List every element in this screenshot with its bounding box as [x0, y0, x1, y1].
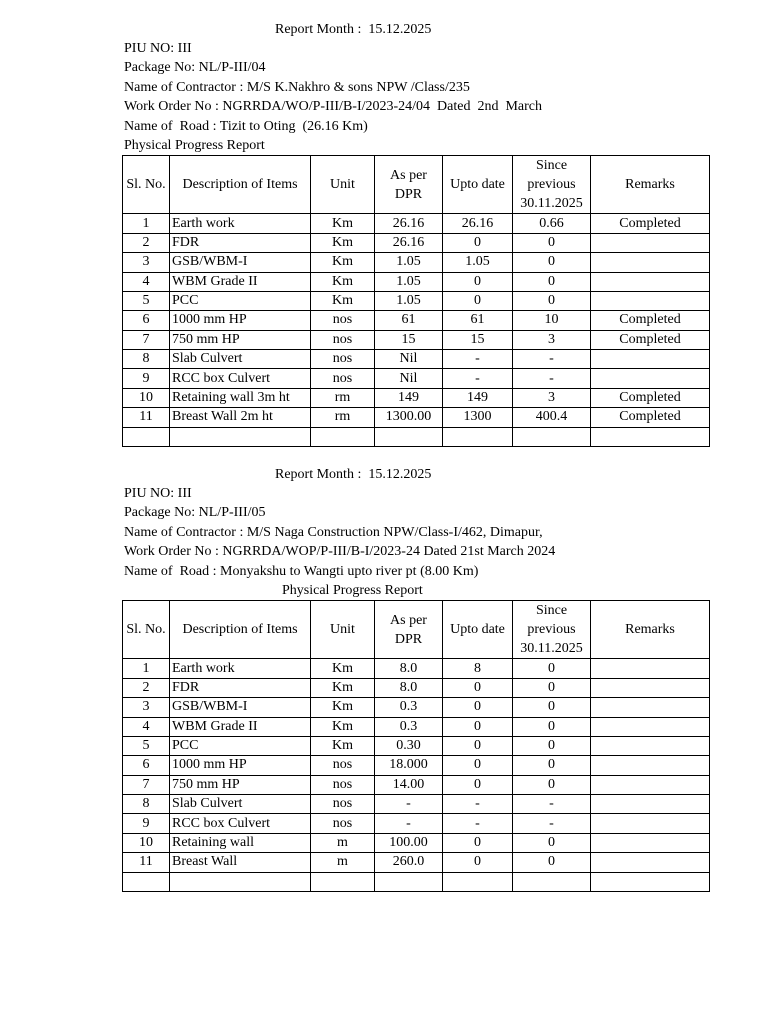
cell-as-per-dpr: 1.05: [375, 253, 443, 272]
cell-sl-no: 8: [123, 350, 170, 369]
cell-description: FDR: [170, 233, 311, 252]
piu-number: PIU NO: III: [124, 486, 192, 501]
piu-number: PIU NO: III: [124, 41, 192, 56]
cell-description: Slab Culvert: [170, 795, 311, 814]
cell-sl-no: 10: [123, 388, 170, 407]
cell-since-previous: -: [513, 369, 591, 388]
cell-unit: rm: [311, 408, 375, 427]
cell-sl-no: 2: [123, 678, 170, 697]
cell-upto-date: 0: [443, 678, 513, 697]
cell-unit: m: [311, 853, 375, 872]
empty-cell: [170, 427, 311, 446]
cell-since-previous: -: [513, 814, 591, 833]
cell-since-previous: 0: [513, 253, 591, 272]
cell-as-per-dpr: 1300.00: [375, 408, 443, 427]
table-header-row: [123, 601, 710, 659]
cell-sl-no: 5: [123, 736, 170, 755]
progress-table: [122, 600, 710, 892]
table-row: [123, 698, 710, 717]
table-row: [123, 659, 710, 678]
table-row: [123, 814, 710, 833]
cell-remarks: [591, 717, 710, 736]
cell-sl-no: 10: [123, 833, 170, 852]
cell-description: RCC box Culvert: [170, 369, 311, 388]
cell-description: PCC: [170, 736, 311, 755]
header-dpr-line2: DPR: [394, 631, 423, 647]
table-row: [123, 350, 710, 369]
header-since-line3: 30.11.2025: [520, 641, 583, 657]
report-title: Physical Progress Report: [282, 582, 423, 598]
cell-upto-date: 0: [443, 853, 513, 872]
empty-cell: [375, 872, 443, 891]
cell-unit: nos: [311, 775, 375, 794]
header-dpr-line1: As per: [390, 167, 427, 183]
cell-upto-date: 8: [443, 659, 513, 678]
cell-upto-date: -: [443, 369, 513, 388]
cell-remarks: [591, 853, 710, 872]
table-body: [123, 659, 710, 892]
header-since-line3: 30.11.2025: [520, 196, 583, 212]
cell-upto-date: 0: [443, 698, 513, 717]
cell-sl-no: 8: [123, 795, 170, 814]
header-unit: Unit: [311, 601, 375, 659]
cell-since-previous: 0: [513, 233, 591, 252]
cell-unit: Km: [311, 659, 375, 678]
cell-sl-no: 9: [123, 369, 170, 388]
cell-as-per-dpr: 61: [375, 311, 443, 330]
cell-remarks: Completed: [591, 388, 710, 407]
cell-since-previous: 10: [513, 311, 591, 330]
cell-as-per-dpr: 14.00: [375, 775, 443, 794]
table-row: [123, 833, 710, 852]
table-row: [123, 388, 710, 407]
header-description: Description of Items: [170, 601, 311, 659]
cell-unit: Km: [311, 736, 375, 755]
cell-upto-date: 0: [443, 833, 513, 852]
cell-upto-date: 61: [443, 311, 513, 330]
empty-cell: [513, 427, 591, 446]
cell-sl-no: 1: [123, 214, 170, 233]
cell-remarks: Completed: [591, 408, 710, 427]
cell-unit: Km: [311, 253, 375, 272]
cell-remarks: Completed: [591, 214, 710, 233]
cell-since-previous: 0: [513, 678, 591, 697]
cell-upto-date: 0: [443, 717, 513, 736]
cell-description: 750 mm HP: [170, 330, 311, 349]
cell-unit: Km: [311, 717, 375, 736]
table-row: [123, 369, 710, 388]
cell-description: Retaining wall 3m ht: [170, 388, 311, 407]
cell-description: 750 mm HP: [170, 775, 311, 794]
cell-sl-no: 4: [123, 272, 170, 291]
cell-unit: nos: [311, 814, 375, 833]
header-since-line1: Since: [535, 158, 568, 174]
header-since-previous: [513, 156, 591, 214]
cell-remarks: [591, 698, 710, 717]
cell-remarks: [591, 291, 710, 310]
cell-as-per-dpr: 260.0: [375, 853, 443, 872]
cell-as-per-dpr: Nil: [375, 350, 443, 369]
cell-sl-no: 3: [123, 698, 170, 717]
cell-upto-date: 0: [443, 291, 513, 310]
cell-remarks: [591, 833, 710, 852]
table-row: [123, 795, 710, 814]
cell-since-previous: 0: [513, 291, 591, 310]
table-row: [123, 214, 710, 233]
cell-remarks: [591, 369, 710, 388]
cell-since-previous: 0: [513, 756, 591, 775]
cell-since-previous: 3: [513, 330, 591, 349]
empty-cell: [311, 427, 375, 446]
cell-upto-date: 0: [443, 775, 513, 794]
cell-sl-no: 6: [123, 756, 170, 775]
header-upto-date: Upto date: [443, 601, 513, 659]
empty-cell: [443, 427, 513, 446]
table-row: [123, 678, 710, 697]
cell-unit: m: [311, 833, 375, 852]
cell-remarks: [591, 659, 710, 678]
cell-unit: nos: [311, 350, 375, 369]
cell-remarks: [591, 350, 710, 369]
cell-sl-no: 5: [123, 291, 170, 310]
cell-description: 1000 mm HP: [170, 756, 311, 775]
cell-since-previous: 0: [513, 659, 591, 678]
table-row: [123, 311, 710, 330]
empty-cell: [311, 872, 375, 891]
cell-as-per-dpr: 0.3: [375, 717, 443, 736]
road-name: Name of Road : Tizit to Oting (26.16 Km): [124, 118, 368, 134]
header-as-per-dpr: [375, 601, 443, 659]
cell-upto-date: 1.05: [443, 253, 513, 272]
empty-cell: [513, 872, 591, 891]
cell-as-per-dpr: -: [375, 814, 443, 833]
header-unit: Unit: [311, 156, 375, 214]
empty-cell: [123, 427, 170, 446]
cell-unit: nos: [311, 330, 375, 349]
header-description: Description of Items: [170, 156, 311, 214]
header-dpr-line1: As per: [390, 612, 427, 628]
empty-cell: [170, 872, 311, 891]
cell-since-previous: 0: [513, 272, 591, 291]
cell-sl-no: 4: [123, 717, 170, 736]
cell-as-per-dpr: 100.00: [375, 833, 443, 852]
cell-description: Earth work: [170, 214, 311, 233]
table-row: [123, 233, 710, 252]
cell-upto-date: 0: [443, 756, 513, 775]
cell-description: GSB/WBM-I: [170, 698, 311, 717]
table-row: [123, 330, 710, 349]
cell-unit: rm: [311, 388, 375, 407]
header-sl-no: Sl. No.: [123, 601, 170, 659]
cell-remarks: [591, 253, 710, 272]
cell-as-per-dpr: 15: [375, 330, 443, 349]
cell-unit: Km: [311, 272, 375, 291]
header-as-per-dpr: [375, 156, 443, 214]
cell-unit: Km: [311, 233, 375, 252]
table-row: [123, 272, 710, 291]
cell-unit: nos: [311, 311, 375, 330]
cell-description: GSB/WBM-I: [170, 253, 311, 272]
cell-sl-no: 9: [123, 814, 170, 833]
cell-upto-date: 15: [443, 330, 513, 349]
cell-since-previous: -: [513, 795, 591, 814]
cell-upto-date: -: [443, 814, 513, 833]
cell-remarks: [591, 678, 710, 697]
cell-unit: Km: [311, 291, 375, 310]
cell-as-per-dpr: 149: [375, 388, 443, 407]
cell-sl-no: 7: [123, 775, 170, 794]
cell-description: 1000 mm HP: [170, 311, 311, 330]
empty-cell: [123, 872, 170, 891]
cell-as-per-dpr: 26.16: [375, 214, 443, 233]
cell-sl-no: 11: [123, 853, 170, 872]
cell-upto-date: 26.16: [443, 214, 513, 233]
cell-upto-date: 0: [443, 736, 513, 755]
cell-since-previous: 0: [513, 853, 591, 872]
progress-report-1: [124, 20, 710, 447]
table-row: [123, 756, 710, 775]
contractor-name: Name of Contractor : M/S Naga Construction NPW/Class-I/462, Dimapur,: [124, 524, 543, 540]
header-remarks: Remarks: [591, 156, 710, 214]
work-order-number: Work Order No : NGRRDA/WOP/P-III/B-I/2023-24 Dated 21st March 2024: [124, 544, 556, 560]
header-sl-no: Sl. No.: [123, 156, 170, 214]
package-number: Package No: NL/P-III/04: [124, 60, 266, 76]
cell-upto-date: 0: [443, 272, 513, 291]
cell-as-per-dpr: 0.30: [375, 736, 443, 755]
table-row: [123, 853, 710, 872]
cell-since-previous: 0: [513, 736, 591, 755]
table-row: [123, 291, 710, 310]
report-title: Physical Progress Report: [124, 137, 265, 153]
cell-unit: nos: [311, 369, 375, 388]
empty-table-row: [123, 872, 710, 891]
cell-since-previous: -: [513, 350, 591, 369]
table-body: [123, 214, 710, 447]
cell-unit: nos: [311, 795, 375, 814]
cell-as-per-dpr: 1.05: [375, 291, 443, 310]
cell-since-previous: 0: [513, 698, 591, 717]
empty-cell: [375, 427, 443, 446]
cell-sl-no: 7: [123, 330, 170, 349]
cell-description: WBM Grade II: [170, 272, 311, 291]
cell-as-per-dpr: 0.3: [375, 698, 443, 717]
cell-description: Retaining wall: [170, 833, 311, 852]
header-remarks: Remarks: [591, 601, 710, 659]
cell-remarks: [591, 736, 710, 755]
cell-description: RCC box Culvert: [170, 814, 311, 833]
cell-since-previous: 0: [513, 775, 591, 794]
progress-report-2: [124, 465, 710, 892]
progress-table: [122, 155, 710, 447]
cell-description: Earth work: [170, 659, 311, 678]
cell-remarks: [591, 795, 710, 814]
cell-remarks: Completed: [591, 330, 710, 349]
cell-unit: Km: [311, 678, 375, 697]
cell-sl-no: 6: [123, 311, 170, 330]
cell-upto-date: 1300: [443, 408, 513, 427]
cell-upto-date: 149: [443, 388, 513, 407]
table-header-row: [123, 156, 710, 214]
table-row: [123, 717, 710, 736]
cell-remarks: [591, 814, 710, 833]
cell-as-per-dpr: 18.000: [375, 756, 443, 775]
report-month: Report Month : 15.12.2025: [275, 22, 432, 37]
empty-cell: [591, 427, 710, 446]
header-since-line1: Since: [535, 603, 568, 619]
cell-upto-date: -: [443, 350, 513, 369]
cell-upto-date: -: [443, 795, 513, 814]
road-name: Name of Road : Monyakshu to Wangti upto river pt (8.00 Km): [124, 563, 479, 579]
contractor-name: Name of Contractor : M/S K.Nakhro & sons NPW /Class/235: [124, 79, 470, 95]
header-since-previous: [513, 601, 591, 659]
cell-as-per-dpr: 8.0: [375, 659, 443, 678]
empty-cell: [443, 872, 513, 891]
cell-remarks: [591, 272, 710, 291]
work-order-number: Work Order No : NGRRDA/WO/P-III/B-I/2023-24/04 Dated 2nd March: [124, 99, 543, 115]
table-row: [123, 408, 710, 427]
empty-table-row: [123, 427, 710, 446]
cell-unit: Km: [311, 214, 375, 233]
cell-description: FDR: [170, 678, 311, 697]
header-since-line2: previous: [527, 622, 576, 638]
cell-sl-no: 3: [123, 253, 170, 272]
cell-as-per-dpr: 8.0: [375, 678, 443, 697]
cell-remarks: [591, 756, 710, 775]
cell-remarks: Completed: [591, 311, 710, 330]
cell-description: Slab Culvert: [170, 350, 311, 369]
cell-since-previous: 0: [513, 717, 591, 736]
empty-cell: [591, 872, 710, 891]
report-month: Report Month : 15.12.2025: [275, 467, 432, 482]
cell-remarks: [591, 775, 710, 794]
cell-since-previous: 400.4: [513, 408, 591, 427]
cell-sl-no: 2: [123, 233, 170, 252]
header-upto-date: Upto date: [443, 156, 513, 214]
cell-remarks: [591, 233, 710, 252]
table-row: [123, 736, 710, 755]
cell-upto-date: 0: [443, 233, 513, 252]
package-number: Package No: NL/P-III/05: [124, 505, 266, 521]
cell-since-previous: 0: [513, 833, 591, 852]
cell-unit: Km: [311, 698, 375, 717]
cell-description: PCC: [170, 291, 311, 310]
cell-as-per-dpr: 1.05: [375, 272, 443, 291]
header-dpr-line2: DPR: [394, 186, 423, 202]
cell-unit: nos: [311, 756, 375, 775]
cell-description: WBM Grade II: [170, 717, 311, 736]
cell-as-per-dpr: -: [375, 795, 443, 814]
header-since-line2: previous: [527, 177, 576, 193]
cell-sl-no: 1: [123, 659, 170, 678]
cell-since-previous: 3: [513, 388, 591, 407]
cell-sl-no: 11: [123, 408, 170, 427]
cell-description: Breast Wall: [170, 853, 311, 872]
cell-as-per-dpr: Nil: [375, 369, 443, 388]
cell-since-previous: 0.66: [513, 214, 591, 233]
table-row: [123, 253, 710, 272]
table-row: [123, 775, 710, 794]
cell-as-per-dpr: 26.16: [375, 233, 443, 252]
cell-description: Breast Wall 2m ht: [170, 408, 311, 427]
